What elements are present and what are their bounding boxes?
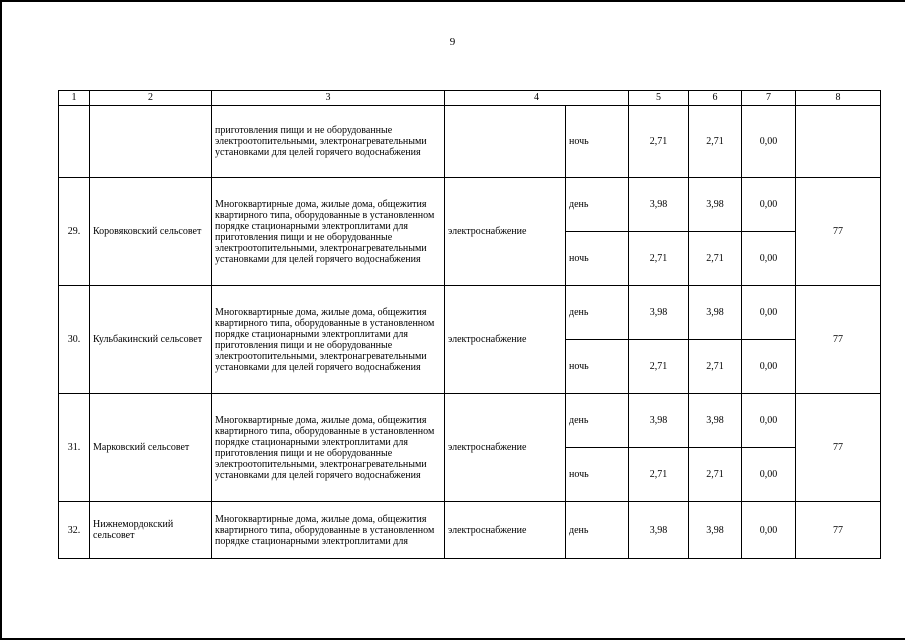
value-col6: 3,98 bbox=[689, 286, 742, 340]
value-col5: 2,71 bbox=[629, 340, 689, 394]
value-col5: 2,71 bbox=[629, 106, 689, 178]
value-col5: 2,71 bbox=[629, 232, 689, 286]
value-col5: 3,98 bbox=[629, 394, 689, 448]
value-col7: 0,00 bbox=[742, 106, 796, 178]
settlement-cell: Кульбакинский сельсовет bbox=[90, 286, 212, 394]
header-cell: 8 bbox=[796, 91, 881, 106]
period-cell: день bbox=[566, 286, 629, 340]
consumer-description: Многоквартирные дома, жилые дома, общежития квартирного типа, оборудованные в установленном порядке стационарными электроплитами для приготовления пищи и не оборудованные электроотопительными, электронагревательными установками для целей горячего водоснабжения bbox=[212, 286, 445, 394]
value-col7: 0,00 bbox=[742, 448, 796, 502]
header-cell: 1 bbox=[59, 91, 90, 106]
header-cell: 7 bbox=[742, 91, 796, 106]
period-cell: ночь bbox=[566, 340, 629, 394]
service-cell bbox=[445, 106, 566, 178]
row-number-cell: 29. bbox=[59, 178, 90, 286]
row-number-cell: 30. bbox=[59, 286, 90, 394]
value-col6: 2,71 bbox=[689, 232, 742, 286]
period-cell: ночь bbox=[566, 106, 629, 178]
value-col6: 2,71 bbox=[689, 340, 742, 394]
value-col6: 3,98 bbox=[689, 502, 742, 559]
settlement-cell: Коровяковский сельсовет bbox=[90, 178, 212, 286]
table-row bbox=[59, 178, 881, 232]
page-border-left bbox=[0, 0, 2, 640]
value-col6: 3,98 bbox=[689, 394, 742, 448]
value-col7: 0,00 bbox=[742, 286, 796, 340]
period-cell: ночь bbox=[566, 232, 629, 286]
value-col7: 0,00 bbox=[742, 394, 796, 448]
header-cell: 3 bbox=[212, 91, 445, 106]
consumer-description: Многоквартирные дома, жилые дома, общежития квартирного типа, оборудованные в установленном порядке стационарными электроплитами для bbox=[212, 502, 445, 559]
value-col8: 77 bbox=[796, 502, 881, 559]
value-col7: 0,00 bbox=[742, 178, 796, 232]
table-header-row bbox=[59, 91, 881, 106]
settlement-cell bbox=[90, 106, 212, 178]
service-cell: электроснабжение bbox=[445, 502, 566, 559]
value-col6: 2,71 bbox=[689, 106, 742, 178]
value-col8 bbox=[796, 106, 881, 178]
settlement-cell: Марковский сельсовет bbox=[90, 394, 212, 502]
table-row bbox=[59, 286, 881, 340]
period-cell: ночь bbox=[566, 448, 629, 502]
value-col5: 3,98 bbox=[629, 286, 689, 340]
row-number-cell: 31. bbox=[59, 394, 90, 502]
table-row bbox=[59, 502, 881, 559]
value-col7: 0,00 bbox=[742, 232, 796, 286]
header-cell: 2 bbox=[90, 91, 212, 106]
value-col8: 77 bbox=[796, 178, 881, 286]
value-col5: 3,98 bbox=[629, 502, 689, 559]
value-col8: 77 bbox=[796, 394, 881, 502]
value-col7: 0,00 bbox=[742, 502, 796, 559]
period-cell: день bbox=[566, 502, 629, 559]
consumer-description: Многоквартирные дома, жилые дома, общежития квартирного типа, оборудованные в установленном порядке стационарными электроплитами для приготовления пищи и не оборудованные электроотопительными, электронагревательными установками для целей горячего водоснабжения bbox=[212, 394, 445, 502]
header-cell: 4 bbox=[445, 91, 629, 106]
row-number-cell: 32. bbox=[59, 502, 90, 559]
header-cell: 6 bbox=[689, 91, 742, 106]
service-cell: электроснабжение bbox=[445, 286, 566, 394]
period-cell: день bbox=[566, 178, 629, 232]
table-row bbox=[59, 394, 881, 448]
value-col8: 77 bbox=[796, 286, 881, 394]
consumer-description: приготовления пищи и не оборудованные электроотопительными, электронагревательными установками для целей горячего водоснабжения bbox=[212, 106, 445, 178]
service-cell: электроснабжение bbox=[445, 394, 566, 502]
page-border-top bbox=[0, 0, 905, 2]
value-col5: 2,71 bbox=[629, 448, 689, 502]
tariff-table bbox=[58, 90, 881, 559]
service-cell: электроснабжение bbox=[445, 178, 566, 286]
value-col6: 3,98 bbox=[689, 178, 742, 232]
page-number: 9 bbox=[449, 36, 456, 48]
settlement-cell: Нижнемордокский сельсовет bbox=[90, 502, 212, 559]
table-row bbox=[59, 106, 881, 178]
value-col7: 0,00 bbox=[742, 340, 796, 394]
value-col6: 2,71 bbox=[689, 448, 742, 502]
header-cell: 5 bbox=[629, 91, 689, 106]
consumer-description: Многоквартирные дома, жилые дома, общежития квартирного типа, оборудованные в установленном порядке стационарными электроплитами для приготовления пищи и не оборудованные электроотопительными, электронагревательными установками для целей горячего водоснабжения bbox=[212, 178, 445, 286]
value-col5: 3,98 bbox=[629, 178, 689, 232]
row-number-cell bbox=[59, 106, 90, 178]
period-cell: день bbox=[566, 394, 629, 448]
